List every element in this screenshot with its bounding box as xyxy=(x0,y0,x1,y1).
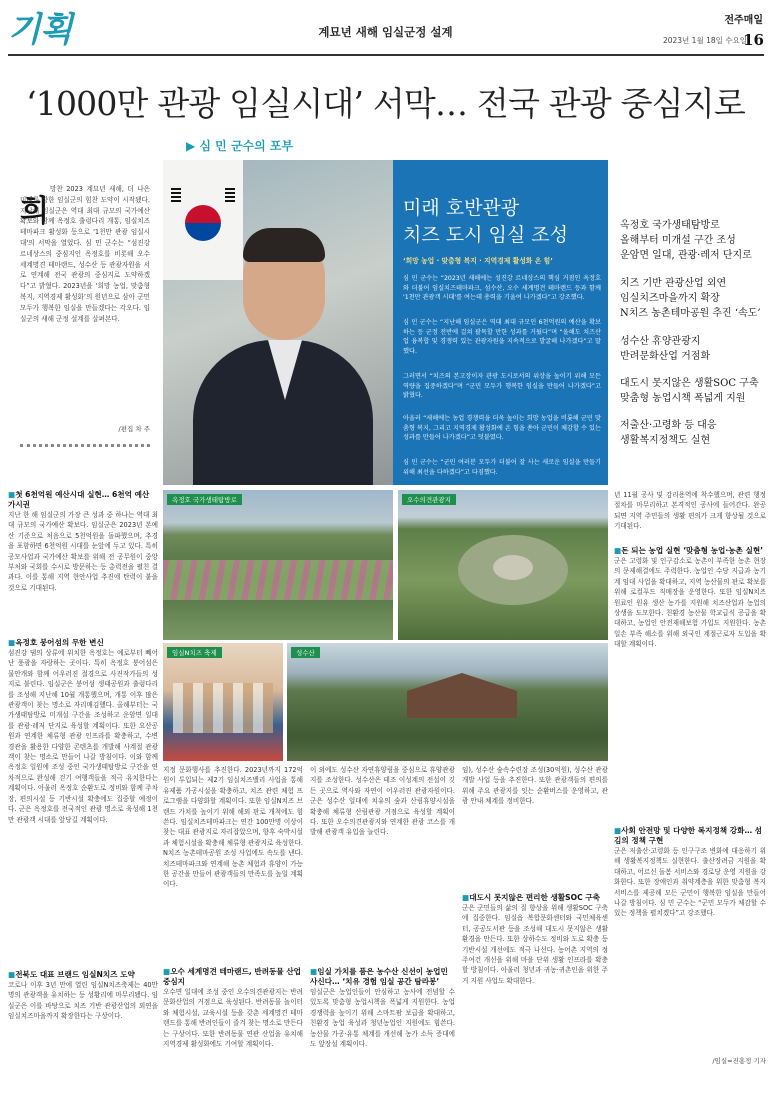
triangle-icon: ■ xyxy=(614,826,622,835)
col4-text-2: 군은 군민들의 삶의 질 향상을 위해 생활SOC 구축에 집중한다. 임실읍 복합문화센터와 국민체육센터, 공공도서관 등을 조성해 대도시 못지않은 생활환경을 만든다. 또한 상하수도 정비와 도로 확충 등 기반시설 개선에도 적극 나선다. 농어촌 지역의 정주여건 개선을 위해 마을 단위 생활 인프라를 확충할 방침이다. 아울러 청년과 귀농·귀촌인을 위한 주거 지원 사업도 확대한다. xyxy=(462,904,608,985)
col4-subhead-2: ■대도시 못지않은 편리한 생활SOC 구축 xyxy=(462,893,600,902)
newspaper-name: 전주매일 xyxy=(724,15,763,26)
col1-subhead-1: ■첫 6천억원 예산시대 실현… 6천억 예산 가시권 xyxy=(8,490,150,509)
triangle-icon: ▶ xyxy=(186,139,200,153)
section-tag: 기획 xyxy=(8,10,72,50)
col1-text-3: 코로나 이후 3년 만에 열린 임실N치즈축제는 40만명의 관광객을 유치하는 등 성황리에 마무리됐다. 임실군은 이를 바탕으로 치즈 기반 관광산업의 외연을 임실치즈마을까지 확장한다는 구상이다. xyxy=(8,981,158,1021)
feature-subtitle: ‘희망 농업 · 맞춤형 복지 · 지역경제 활성화 온 힘’ xyxy=(403,257,553,265)
feature-p2: 심 민 군수는 “지난해 임실군은 역대 최대 규모인 6천억원의 예산을 확보하는 등 군정 전반에 걸쳐 괄목할 만한 성과를 거뒀다”며 “올해도 치즈산업 융복합 및 경쟁력 있는 관광자원을 지속적으로 발굴해 나가겠다”고 말했다. xyxy=(403,319,601,355)
intro-block xyxy=(20,164,150,464)
caption-osu: 오수의견관광지 xyxy=(402,494,456,505)
governor-photo xyxy=(163,160,393,485)
feature-p4: 아울러 “새해에는 농업 경쟁력을 더욱 높이는 희망 농업을 비롯해 군민 맞춤형 복지, 그리고 지역경제 활성화에 온 힘을 쏟아 군민이 체감할 수 있는 성과를 만들어 나가겠다”고 덧붙였다. xyxy=(403,415,601,442)
summary-item: 대도시 못지않은 생활SOC 구축 맞춤형 농업시책 폭넓게 지원 xyxy=(620,378,759,404)
dotted-divider xyxy=(20,444,150,447)
feature-p1: 심 민 군수는 “2023년 새해에는 성진강 르네상스의 핵심 거점인 옥정호와 더불어 임실치즈테마파크, 섬수산, 오수 세계명견 테마랜드 등과 함께 '1천만 관광객 시대'를 여는데 총력을 기울여 나가겠다”고 강조했다. xyxy=(403,275,601,302)
col5-text-2: 군은 고령화 및 인구감소로 농촌이 부족한 농촌 현장의 문제해결에도 주력한다. 농업인 수당 지급과 농기계 임대 사업을 확대하고, 지역 농산물의 판로 확보를 위해 로컬푸드 직매장을 운영한다. 또한 임실N치즈 원료인 원유 생산 농가를 지원해 치즈산업과 농업의 상생을 도모한다. 친환경 농산물 학교급식 공급을 확대하고, 농업인 안전재해보험 가입도 지원한다. 농촌 일손 부족 해소를 위해 외국인 계절근로자 도입을 확대할 계획이다. xyxy=(614,557,766,649)
page-section-title: 계묘년 새해 임실군정 설계 xyxy=(318,25,453,39)
photo-seongsu xyxy=(287,643,608,761)
intro-dropcap: 희 xyxy=(20,194,49,229)
flag-image xyxy=(163,160,243,280)
column-4 xyxy=(462,765,608,1098)
issue-date: 2023년 1월 18일 수요일 xyxy=(662,36,747,45)
col1-text-2: 섬진강 댐의 상류에 위치한 옥정호는 예로부터 빼어난 풍광을 자랑하는 곳이다. 특히 옥정호 붕어섬은 물안개와 함께 어우러진 절경으로 사진작가들의 성지로 불린다. 임실군은 붕어섬 생태공원과 출렁다리를 조성해 지난해 10월 개통했으며, 개통 이후 많은 관광객이 찾는 명소로 자리매김했다. 올해부터는 국가생태탐방로 미개설 구간을 조성하고 운암면 일대를 관광·레저 단지로 육성할 계획이다. 또한 요산공원과 연계한 체류형 관광 인프라를 확충하고, 수변 경관을 활용한 다양한 콘텐츠를 개발해 사계절 관광객이 찾는 명소로 만들어 나갈 방침이다. 이와 함께 옥정호 일원에 조성 중인 국가생태탐방로 구간을 연차적으로 완성해 걷기 여행객들을 적극 유치한다는 계획이다. 아울러 옥정호 순환도로 정비와 함께 주차장, 편의시설 등 기반시설 확충에도 집중할 예정이다. 군은 옥정호를 전국적인 관광 명소로 육성해 1천만 관광객 시대를 앞당길 계획이다. xyxy=(8,649,158,824)
col5-subhead-2: ■돈 되는 농업 실현 ‘맞춤형 농업·농촌 실현’ xyxy=(614,546,764,555)
photo-okjeongho xyxy=(163,490,393,640)
col2-subhead-2: ■오수 세계명견 테마랜드, 반려동물 산업 중심지 xyxy=(163,967,302,986)
triangle-icon: ■ xyxy=(8,970,16,979)
feature-p3: 그러면서 “치즈의 본고장이자 관광 도시로서의 위상을 높이기 위해 모든 역량을 집중하겠다”며 “군민 모두가 행복한 임실을 만들어 나가겠다”고 밝혔다. xyxy=(403,373,601,400)
feature-title-line1: 미래 호반관광 xyxy=(403,197,520,219)
col1-subhead-3: ■전북도 대표 브랜드 임실N치즈 도약 xyxy=(8,970,135,979)
col5-text-1: 년 11월 공사 및 감리용역에 착수했으며, 관련 행정절차를 마무리하고 본격적인 공사에 들어간다. 완공되면 지역 주민들의 생활 편의가 크게 향상될 것으로 기대된다. xyxy=(614,491,766,531)
triangle-icon: ■ xyxy=(163,967,171,976)
caption-festival: 임실N치즈 축제 xyxy=(167,647,222,658)
feature-box xyxy=(393,160,608,485)
col5-byline: /임실=진홍정 기자 xyxy=(712,1057,766,1065)
header-bar xyxy=(0,0,771,58)
summary-item: 치즈 기반 관광산업 외연 임실치즈마을까지 확장 N치즈 농촌테마공원 추진 ‘속도’ xyxy=(620,278,761,319)
col3-text-2: 임실군은 농업인들이 안심하고 농사에 전념할 수 있도록 맞춤형 농업시책을 폭넓게 지원한다. 농업 경쟁력을 높이기 위해 스마트팜 보급을 확대하고, 친환경 농업 육성과 청년농업인 지원에도 힘쓴다. 농산물 가공·유통 체계를 개선해 농가 소득 증대에도 앞장설 계획이다. xyxy=(310,988,455,1049)
summary-item: 옥정호 국가생태탐방로 올해부터 미개설 구간 조성 운암면 일대, 관광·레저 단지로 xyxy=(620,220,752,261)
interview-label: ▶ 심 민 군수의 포부 xyxy=(186,139,294,153)
col4-text-1: 임), 성수산 숲속수련장 조성(30억원), 성수산 관광개발 사업 등을 추진한다. 또한 관광객들의 편의를 위해 주요 관광지를 잇는 순환버스를 운영하고, 관광 안내 체계를 정비한다. xyxy=(462,766,608,806)
col2-text-1: 지정 문화행사를 추진한다. 2023년까지 172억원이 투입되는 제2기 임실치즈밸리 사업을 통해 유제품 가공시설을 확충하고, 치즈 관련 체험 프로그램을 다양화할 계획이다. 또한 임실N치즈 브랜드 가치를 높이기 위해 해외 판로 개척에도 힘쓴다. 임실치즈테마파크는 연간 100만명 이상이 찾는 대표 관광지로 자리잡았으며, 향후 숙박시설과 체험시설을 확충해 체류형 관광지로 육성한다. N치즈 농촌테마공원 조성 사업에도 속도를 낸다. 치즈테마파크와 연계해 농촌 체험과 휴양이 가능한 공간을 만들어 관광객들의 만족도를 높일 계획이다. xyxy=(163,766,303,889)
triangle-icon: ■ xyxy=(462,893,470,902)
page-number: 16 xyxy=(743,31,764,49)
triangle-icon: ■ xyxy=(310,967,318,976)
col1-text-1: 지난 한 해 임실군의 가장 큰 성과 중 하나는 역대 최대 규모의 국가예산 확보다. 임실군은 2023년 본예산 기준으로 처음으로 5천억원을 돌파했으며, 추경을 포함하면 6천억원 시대를 눈앞에 두고 있다. 특히 공모사업과 국가예산 확보를 위해 전 공무원이 중앙부처와 국회를 수시로 방문하는 등 총력전을 펼친 결과다. 이를 통해 지역 현안사업 추진에 탄력이 붙을 것으로 기대된다. xyxy=(8,511,158,592)
col5-text-3: 군은 저출산·고령화 등 인구구조 변화에 대응하기 위해 생활복지정책도 실현한다. 출산장려금 지원을 확대하고, 어르신 돌봄 서비스와 경로당 운영 지원을 강화한다. 또한 장애인과 취약계층을 위한 맞춤형 복지 서비스를 제공해 모든 군민이 행복한 임실을 만들어 나갈 방침이다. 심 민 군수는 “군민 모두가 체감할 수 있는 정책을 펼치겠다”고 강조했다. xyxy=(614,847,766,918)
photo-festival xyxy=(163,643,283,761)
summary-item: 저출산·고령화 등 대응 생활복지정책도 실현 xyxy=(620,420,717,446)
column-1 xyxy=(8,490,158,1098)
col1-subhead-2: ■옥정호 붕어섬의 무한 변신 xyxy=(8,638,104,647)
header-rule xyxy=(8,54,764,56)
col5-subhead-3: ■사회 안전망 및 다양한 복지정책 강화… 섬김의 정책 구현 xyxy=(614,826,763,845)
summary-item: 성수산 휴양관광지 반려문화산업 거점화 xyxy=(620,336,711,362)
column-5 xyxy=(614,490,766,1098)
triangle-icon: ■ xyxy=(8,490,16,499)
column-3 xyxy=(310,765,455,1098)
col3-subhead-2: ■임실 가치를 품은 농수산 신선이 농업민 사신다… ‘치유 경험 임실 공간 탐라봉’ xyxy=(310,967,448,986)
person-hair xyxy=(243,228,325,262)
caption-okjeongho: 옥정호 국가생태탐방로 xyxy=(167,494,242,505)
column-2 xyxy=(163,765,303,1098)
col3-text-1: 이 외에도 성수산 자연휴양림을 중심으로 휴양관광지를 조성한다. 성수산은 태조 이성계의 전설이 깃든 곳으로 역사와 자연이 어우러진 관광자원이다. 군은 성수산 일대에 치유의 숲과 산림휴양시설을 확충해 체류형 산림관광 거점으로 육성할 계획이다. 또한 오수의견관광지와 연계한 관광 코스를 개발해 관광객 유입을 늘린다. xyxy=(310,766,455,837)
feature-title-line2: 치즈 도시 임실 조성 xyxy=(403,224,568,246)
intro-text: 망찬 2023 계묘년 새해, 더 나은 미래를 향한 임실군의 힘찬 도약이 시작됐다. 지난해 임실군은 역대 최대 규모의 국가예산 확보와 함께 옥정호 출렁다리 개통, 임실치즈테마파크 활성화 등으로 '1천만 관광 임실시대'의 서막을 열었다. 심 민 군수는 “섬진강 르네상스의 중심지인 옥정호를 비롯해 오수 세계명견 테마랜드, 성수산 등 관광자원을 서로 연계해 전국 관광의 중심지로 도약하겠다”고 밝혔다. 2023년을 ‘희망 농업, 맞춤형 복지, 지역경제 활성화’의 원년으로 삼아 군민 모두가 행복한 임실을 만들겠다는 각오다. 임실군의 새해 군정 설계를 살펴본다. xyxy=(20,185,150,323)
col2-text-2: 오수면 일대에 조성 중인 오수의견관광지는 반려문화산업의 거점으로 육성된다. 반려동물 놀이터와 체험시설, 교육시설 등을 갖춘 세계명견 테마랜드를 통해 반려인들이 즐겨 찾는 명소로 만든다는 구상이다. 또한 반려동물 연관 산업을 유치해 지역경제 활성화에도 기여할 계획이다. xyxy=(163,988,303,1049)
feature-p5: 심 민 군수는 “군민 여러분 모두가 더불어 잘 사는 새로운 임실을 만들기 위해 최선을 다하겠다”고 다짐했다. xyxy=(403,459,601,476)
summary-column xyxy=(620,218,766,458)
photo-osu xyxy=(398,490,608,640)
triangle-icon: ■ xyxy=(614,546,622,555)
triangle-icon: ■ xyxy=(8,638,16,647)
headline: ‘1000만 관광 임실시대’ 서막… 전국 관광 중심지로 xyxy=(26,84,745,123)
intro-byline: /편집 차 주 xyxy=(118,425,150,433)
caption-seongsu: 성수산 xyxy=(291,647,320,658)
